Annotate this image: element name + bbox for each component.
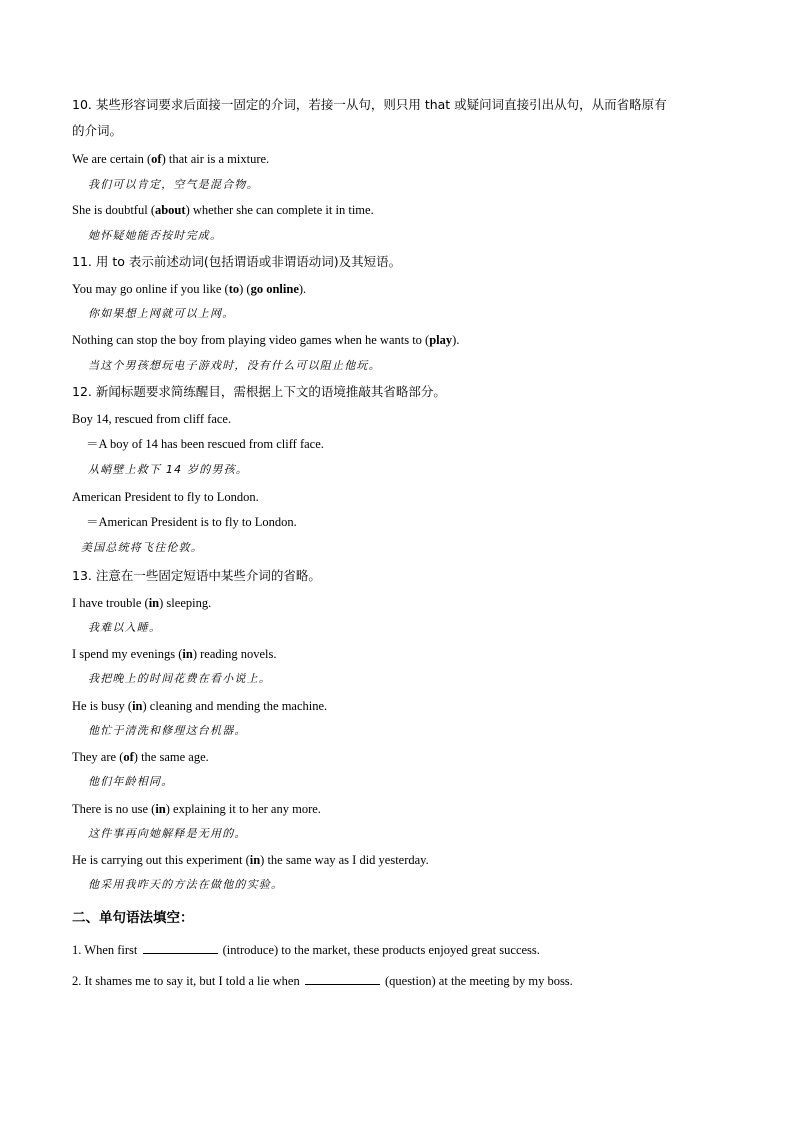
example-translation: 你如果想上网就可以上网。 <box>88 307 235 320</box>
rule-12-text: 12. 新闻标题要求简练醒目，需根据上下文的语境推敲其省略部分。 <box>72 384 446 399</box>
example-translation: 她怀疑她能否按时完成。 <box>88 229 223 242</box>
example-sentence: She is doubtful (about) whether she can complete it in time. <box>72 203 374 217</box>
example-sentence: We are certain (of) that air is a mixture. <box>72 152 270 166</box>
example-translation: 我难以入睡。 <box>88 621 162 634</box>
headline-full-form: ＝American President is to fly to London. <box>86 515 297 529</box>
answer-blank[interactable] <box>305 973 380 985</box>
example-sentence: I spend my evenings (in) reading novels. <box>72 647 277 661</box>
headline-example: Boy 14, rescued from cliff face. <box>72 412 232 426</box>
example-translation: 我把晚上的时间花费在看小说上。 <box>88 672 271 685</box>
example-translation: 我们可以肯定，空气是混合物。 <box>88 178 259 191</box>
example-translation: 他忙于清洗和修理这台机器。 <box>88 724 247 737</box>
example-translation: 美国总统将飞往伦敦。 <box>81 541 203 554</box>
question-1: 1. When first (introduce) to the market, these products enjoyed great success. <box>72 943 540 957</box>
example-sentence: They are (of) the same age. <box>72 750 209 764</box>
answer-blank[interactable] <box>143 942 218 954</box>
rule-10-text-cont: 的介词。 <box>72 123 123 138</box>
example-translation: 当这个男孩想玩电子游戏时，没有什么可以阻止他玩。 <box>88 359 381 372</box>
example-sentence: There is no use (in) explaining it to her any more. <box>72 802 321 816</box>
rule-10-text: 10. 某些形容词要求后面接一固定的介词，若接一从句，则只用 that 或疑问词直接引出从句，从而省略原有 <box>72 97 667 112</box>
example-sentence: I have trouble (in) sleeping. <box>72 596 212 610</box>
headline-example: American President to fly to London. <box>72 490 259 504</box>
example-sentence: He is busy (in) cleaning and mending the machine. <box>72 699 328 713</box>
example-sentence: Nothing can stop the boy from playing video games when he wants to (play). <box>72 333 460 347</box>
example-translation: 他采用我昨天的方法在做他的实验。 <box>88 878 284 891</box>
rule-13-text: 13. 注意在一些固定短语中某些介词的省略。 <box>72 568 321 583</box>
example-sentence: He is carrying out this experiment (in) the same way as I did yesterday. <box>72 853 429 867</box>
section-heading: 二、单句语法填空： <box>72 910 194 926</box>
question-2: 2. It shames me to say it, but I told a lie when (question) at the meeting by my boss. <box>72 974 573 988</box>
example-translation: 他们年龄相同。 <box>88 775 174 788</box>
example-translation: 从峭壁上救下 14 岁的男孩。 <box>88 463 248 476</box>
example-translation: 这件事再向她解释是无用的。 <box>88 827 247 840</box>
rule-11-text: 11. 用 to 表示前述动词(包括谓语或非谓语动词)及其短语。 <box>72 254 402 269</box>
headline-full-form: ＝A boy of 14 has been rescued from cliff face. <box>86 437 324 451</box>
example-sentence: You may go online if you like (to) (go online). <box>72 282 307 296</box>
